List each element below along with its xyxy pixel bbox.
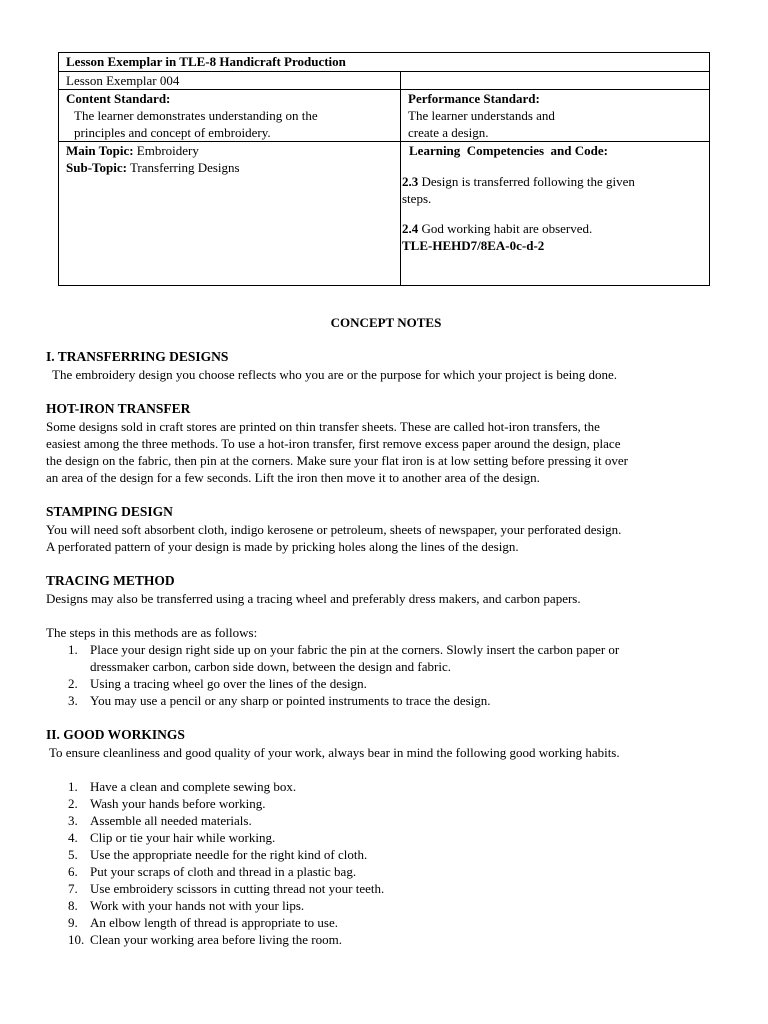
list-item xyxy=(46,641,726,675)
content-standard-label: Content Standard: xyxy=(66,91,171,106)
list-item-text: Clip or tie your hair while working. xyxy=(90,830,276,845)
list-item-number: 8. xyxy=(68,898,78,913)
section-1-heading: I. TRANSFERRING DESIGNS xyxy=(46,349,229,364)
concept-notes xyxy=(46,314,726,948)
stamping-line1: You will need soft absorbent cloth, indigo kerosene or petroleum, sheets of newspaper, your perforated design. xyxy=(46,522,622,537)
sub-topic-value: Transferring Designs xyxy=(129,160,240,175)
list-item-number: 10. xyxy=(68,932,85,947)
list-item-number: 1. xyxy=(68,779,78,794)
list-item xyxy=(46,675,726,692)
list-item-number: 9. xyxy=(68,915,78,930)
list-item-text: You may use a pencil or any sharp or pointed instruments to trace the design. xyxy=(90,693,491,708)
competency-1 xyxy=(402,173,709,190)
tracing-heading: TRACING METHOD xyxy=(46,573,175,588)
performance-standard-line2: create a design. xyxy=(408,125,489,140)
list-item-text: Assemble all needed materials. xyxy=(90,813,252,828)
list-item xyxy=(46,846,726,863)
list-item-number: 1. xyxy=(68,642,78,657)
sub-topic xyxy=(66,159,400,176)
list-item-text: Use the appropriate needle for the right kind of cloth. xyxy=(90,847,368,862)
list-item-number: 4. xyxy=(68,830,78,845)
topic-cell xyxy=(59,142,401,286)
lesson-title: Lesson Exemplar in TLE-8 Handicraft Production xyxy=(59,53,710,72)
section-2-text: To ensure cleanliness and good quality of your work, always bear in mind the following good working habits. xyxy=(49,745,620,760)
performance-standard-label: Performance Standard: xyxy=(408,91,540,106)
stamping-line2: A perforated pattern of your design is made by pricking holes along the lines of the design. xyxy=(46,539,519,554)
competencies-label: Learning Competencies and Code: xyxy=(409,143,608,158)
content-standard-line1: The learner demonstrates understanding on the xyxy=(74,108,318,123)
list-item-text: Use embroidery scissors in cutting thread not your teeth. xyxy=(90,881,385,896)
list-item-text: Put your scraps of cloth and thread in a plastic bag. xyxy=(90,864,357,879)
content-standard-cell xyxy=(59,90,401,142)
competency-1-line1: Design is transferred following the given xyxy=(421,174,635,189)
main-topic-label: Main Topic: xyxy=(66,143,134,158)
list-item xyxy=(46,863,726,880)
list-item-number: 6. xyxy=(68,864,78,879)
main-topic-value: Embroidery xyxy=(136,143,199,158)
competency-2 xyxy=(402,220,709,237)
list-item-number: 2. xyxy=(68,796,78,811)
stamping-heading: STAMPING DESIGN xyxy=(46,504,173,519)
list-item xyxy=(46,795,726,812)
main-topic xyxy=(66,142,400,159)
tracing-line1: Designs may also be transferred using a tracing wheel and preferably dress makers, and carbon papers. xyxy=(46,591,581,606)
list-item-text: Place your design right side up on your fabric the pin at the corners. Slowly insert the carbon paper or xyxy=(90,642,620,657)
section-2-heading: II. GOOD WORKINGS xyxy=(46,727,185,742)
hot-iron-line3: the design on the fabric, then pin at the corners. Make sure your flat iron is at low setting before pressing it over xyxy=(46,453,628,468)
list-item-text: dressmaker carbon, carbon side down, between the design and fabric. xyxy=(90,659,451,674)
list-item-text: Work with your hands not with your lips. xyxy=(90,898,305,913)
concept-notes-title: CONCEPT NOTES xyxy=(330,315,442,330)
list-item-number: 3. xyxy=(68,693,78,708)
performance-standard-cell xyxy=(401,90,710,142)
list-item-text: Clean your working area before living the room. xyxy=(90,932,342,947)
list-item-text: Wash your hands before working. xyxy=(90,796,266,811)
list-item xyxy=(46,914,726,931)
list-item xyxy=(46,829,726,846)
competency-2-num: 2.4 xyxy=(402,221,419,236)
list-item-number: 7. xyxy=(68,881,78,896)
list-item xyxy=(46,692,726,709)
competencies-cell xyxy=(401,142,710,286)
list-item xyxy=(46,778,726,795)
lesson-header-table xyxy=(58,52,710,286)
list-item-text: Using a tracing wheel go over the lines of the design. xyxy=(90,676,367,691)
competency-2-text: God working habit are observed. xyxy=(421,221,593,236)
section-1-text: The embroidery design you choose reflects who you are or the purpose for which your project is being done. xyxy=(52,367,617,382)
empty-cell xyxy=(401,72,710,90)
hot-iron-line2: easiest among the three methods. To use a hot-iron transfer, first remove excess paper around the design, place xyxy=(46,436,621,451)
hot-iron-line1: Some designs sold in craft stores are printed on thin transfer sheets. These are called hot-iron transfers, the xyxy=(46,419,600,434)
list-item-number: 5. xyxy=(68,847,78,862)
performance-standard-line1: The learner understands and xyxy=(408,108,555,123)
list-item xyxy=(46,812,726,829)
list-item-text: Have a clean and complete sewing box. xyxy=(90,779,297,794)
list-item xyxy=(46,931,726,948)
competency-1-num: 2.3 xyxy=(402,174,419,189)
sub-topic-label: Sub-Topic: xyxy=(66,160,127,175)
hot-iron-line4: an area of the design for a few seconds. Lift the iron then move it to another area of the design. xyxy=(46,470,540,485)
lesson-number: Lesson Exemplar 004 xyxy=(59,72,401,90)
steps-intro: The steps in this methods are as follows: xyxy=(46,625,258,640)
content-standard-line2: principles and concept of embroidery. xyxy=(74,125,271,140)
hot-iron-heading: HOT-IRON TRANSFER xyxy=(46,401,191,416)
list-item xyxy=(46,897,726,914)
list-item xyxy=(46,880,726,897)
list-item-number: 3. xyxy=(68,813,78,828)
tracing-steps-list xyxy=(46,641,726,709)
competency-code: TLE-HEHD7/8EA-0c-d-2 xyxy=(402,238,545,253)
competency-1-line2: steps. xyxy=(402,191,432,206)
list-item-number: 2. xyxy=(68,676,78,691)
list-item-text: An elbow length of thread is appropriate to use. xyxy=(90,915,339,930)
habits-list xyxy=(46,778,726,948)
